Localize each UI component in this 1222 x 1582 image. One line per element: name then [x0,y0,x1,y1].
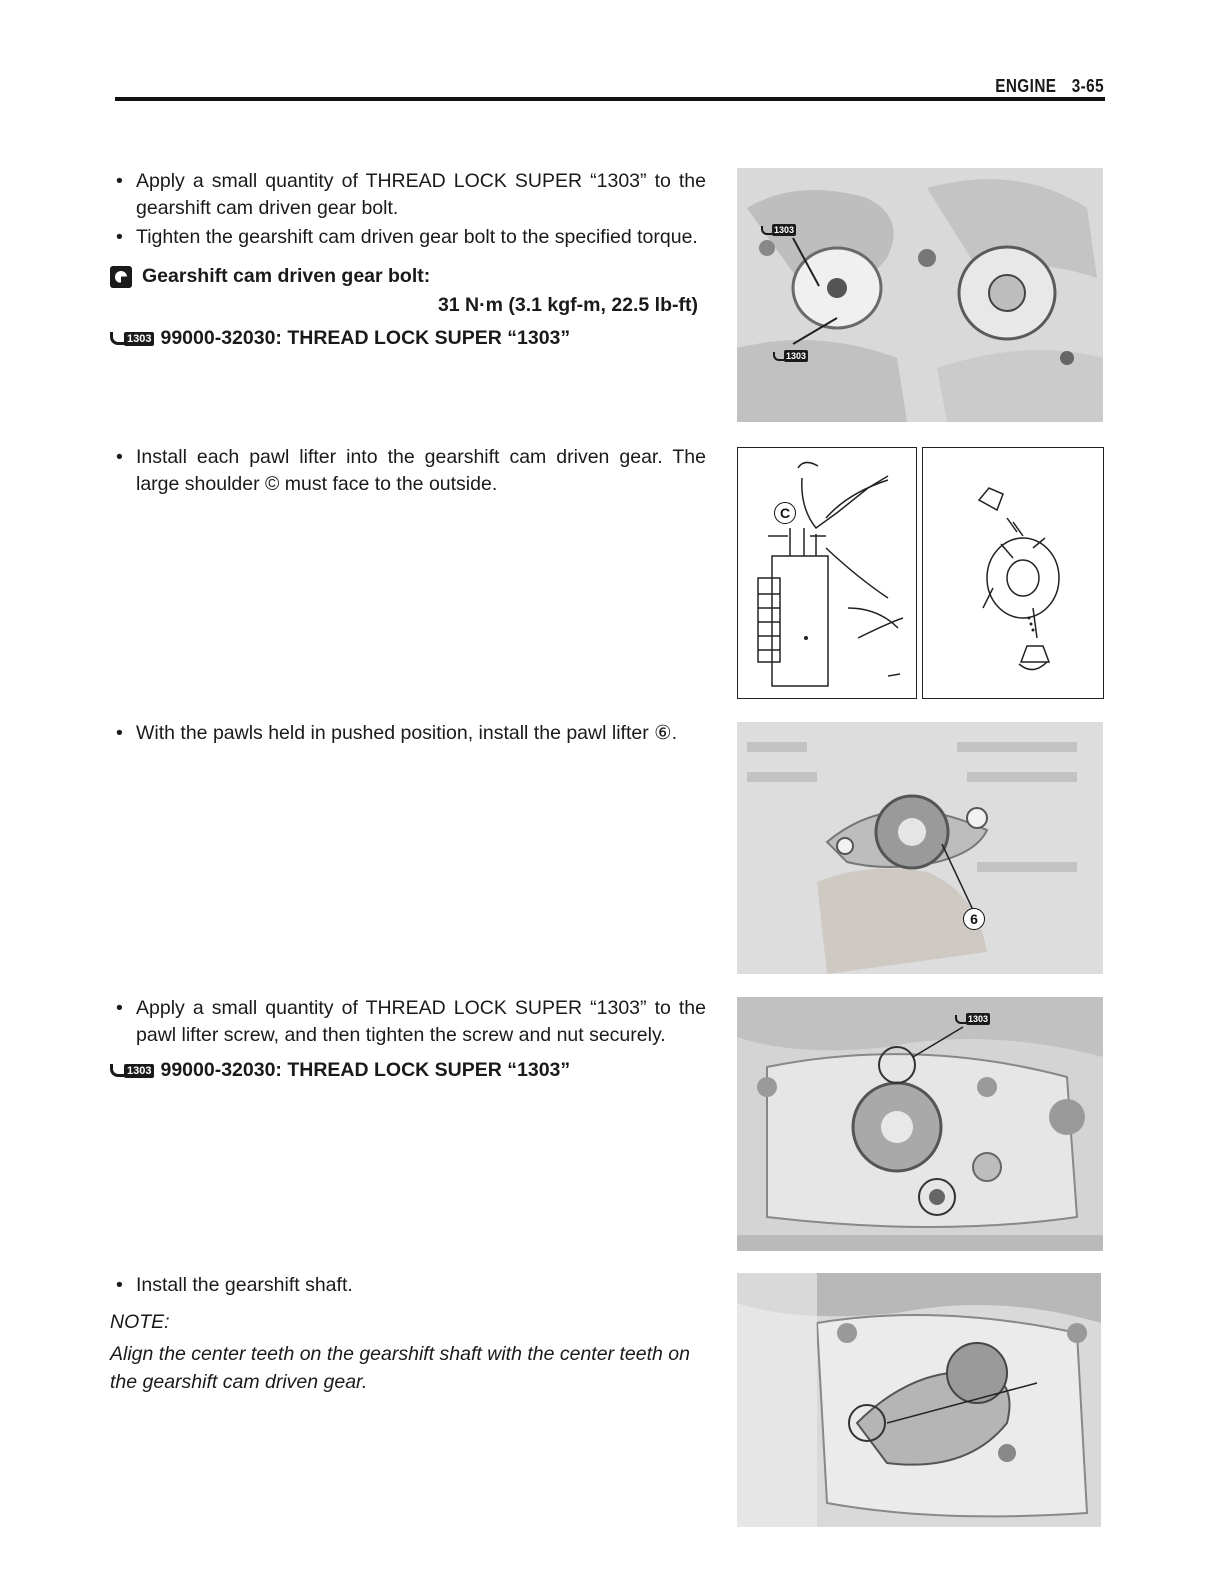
thread-lock-icon: 1303 [955,1013,990,1025]
torque-label: Gearshift cam driven gear bolt: [142,265,431,287]
note-text: Align the center teeth on the gearshift shaft with the center teeth on the gearshift cam driven gear. [110,1343,690,1393]
photo-illustration [737,168,1103,422]
header-rule [115,97,1105,101]
diagram-illustration [738,448,916,698]
photo-pawl-lifter-screw [737,997,1103,1251]
callout-c: C [774,502,796,524]
header-section-title: ENGINE [995,76,1057,96]
callout-6: 6 [963,908,985,930]
diagram-pawl-lifter-shoulder [737,447,917,699]
thread-lock-spec [110,327,706,350]
bullet-item: • Apply a small quantity of THREAD LOCK SUPER “1303” to the gearshift cam driven gear bolt. [110,168,706,222]
photo-pawl-lifter-install [737,722,1103,974]
note-label: NOTE: [110,1311,170,1333]
thread-lock-text: 99000-32030: THREAD LOCK SUPER “1303” [160,327,571,349]
section-3 [110,720,706,747]
thread-lock-spec [110,1059,706,1082]
section-5 [110,1272,706,1396]
thread-lock-text: 99000-32030: THREAD LOCK SUPER “1303” [160,1059,571,1081]
photo-illustration [737,722,1103,974]
header-page-number: 3-65 [1071,76,1104,96]
thread-lock-icon: 1303 [773,350,808,362]
torque-heading [110,265,706,288]
photo-driven-gear-bolt [737,168,1103,422]
bullet-item: • Install the gearshift shaft. [110,1272,706,1299]
section-2 [110,444,706,498]
page-header [995,76,1104,97]
section-1 [110,168,706,350]
bullet-item: • With the pawls held in pushed position, install the pawl lifter ⑥. [110,720,706,747]
bullet-item: • Apply a small quantity of THREAD LOCK SUPER “1303” to the pawl lifter screw, and then tighten the screw and nut securely. [110,995,706,1049]
thread-lock-icon: 1303 [110,1064,154,1078]
photo-illustration [737,997,1103,1251]
section-4 [110,995,706,1082]
torque-wrench-icon [110,266,132,288]
thread-lock-icon: 1303 [761,224,796,236]
photo-illustration [737,1273,1101,1527]
bullet-item: • Install each pawl lifter into the gearshift cam driven gear. The large shoulder © must face to the outside. [110,444,706,498]
bullet-item: • Tighten the gearshift cam driven gear bolt to the specified torque. [110,224,706,251]
diagram-illustration [923,448,1103,698]
diagram-pawl-assembly [922,447,1104,699]
thread-lock-icon: 1303 [110,332,154,346]
photo-gearshift-shaft [737,1273,1101,1527]
torque-value: 31 N·m (3.1 kgf-m, 22.5 lb-ft) [437,294,698,316]
